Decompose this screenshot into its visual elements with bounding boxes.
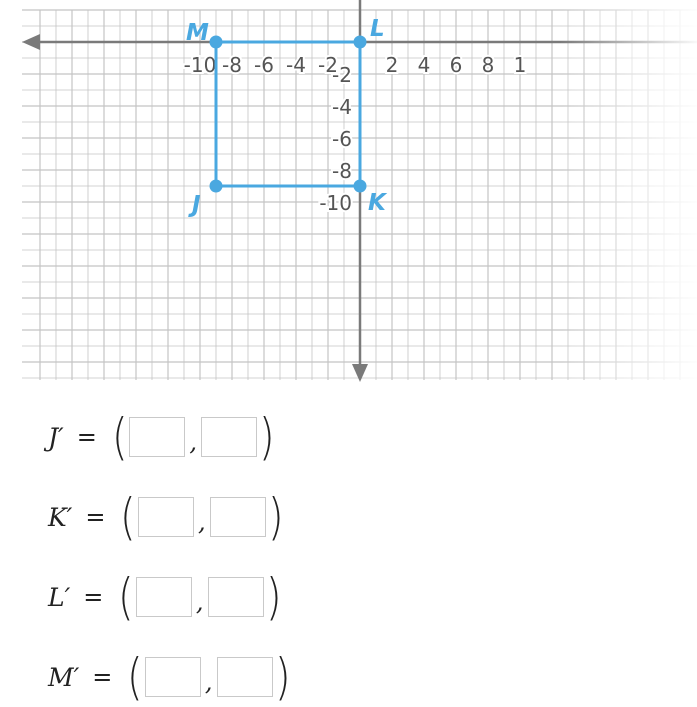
- x-tick-label: -6: [254, 53, 274, 77]
- equals-sign: =: [76, 423, 97, 451]
- y-tick-label: -2: [332, 63, 352, 87]
- l-prime-label: L′: [48, 582, 71, 612]
- open-paren: (: [118, 568, 134, 626]
- y-tick-label: -6: [332, 127, 352, 151]
- y-tick-label: -8: [332, 159, 352, 183]
- answer-row-m: [48, 647, 292, 707]
- k-prime-y-input[interactable]: [210, 497, 266, 537]
- x-tick-label: -10: [183, 53, 217, 77]
- close-paren: ): [265, 568, 282, 626]
- close-paren: ): [274, 648, 291, 706]
- k-prime-x-input[interactable]: [138, 497, 194, 537]
- y-tick-label: -4: [332, 95, 352, 119]
- open-paren: (: [127, 648, 143, 706]
- vertex-l-label: L: [370, 16, 385, 42]
- open-paren: (: [111, 408, 128, 466]
- y-tick-label: -10: [319, 191, 352, 215]
- x-tick-label: -4: [286, 53, 306, 77]
- x-tick-label: 1: [513, 53, 527, 77]
- close-paren: ): [258, 408, 275, 466]
- answer-row-l: [48, 567, 283, 627]
- x-tick-label: 8: [481, 53, 495, 77]
- vertex-j-label: J: [192, 192, 201, 218]
- equals-sign: =: [92, 663, 113, 691]
- x-tick-label: 2: [385, 53, 399, 77]
- comma: ,: [189, 428, 197, 456]
- equals-sign: =: [83, 583, 104, 611]
- answer-row-k: [48, 487, 285, 547]
- l-prime-y-input[interactable]: [208, 577, 264, 617]
- comma: ,: [197, 508, 206, 536]
- vertex-k-label: K: [368, 190, 386, 216]
- j-prime-x-input[interactable]: [129, 417, 185, 457]
- close-paren: ): [267, 488, 284, 546]
- x-tick-label: -2: [318, 53, 338, 77]
- m-prime-label: M′: [48, 662, 80, 692]
- m-prime-y-input[interactable]: [217, 657, 273, 697]
- j-prime-label: J′: [48, 422, 64, 452]
- x-tick-label: 4: [417, 53, 431, 77]
- comma: ,: [195, 588, 204, 616]
- open-paren: (: [120, 488, 137, 546]
- j-prime-y-input[interactable]: [201, 417, 257, 457]
- k-prime-label: K′: [48, 502, 73, 532]
- answer-row-j: [48, 407, 276, 467]
- x-tick-label: -8: [222, 53, 242, 77]
- comma: ,: [204, 668, 213, 696]
- equals-sign: =: [85, 503, 106, 531]
- vertex-m-label: M: [186, 20, 209, 46]
- m-prime-x-input[interactable]: [145, 657, 201, 697]
- l-prime-x-input[interactable]: [136, 577, 192, 617]
- x-tick-label: 6: [449, 53, 463, 77]
